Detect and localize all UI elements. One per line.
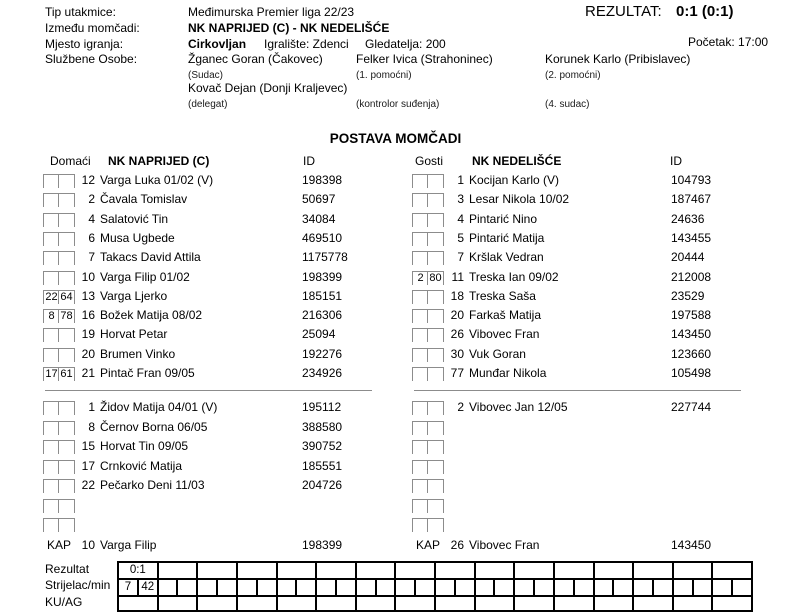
pitch-name: Igralište: Zdenci xyxy=(264,37,349,51)
sub-player-box: 8 xyxy=(43,309,59,323)
player-row xyxy=(412,476,784,495)
player-row xyxy=(412,418,784,437)
match-type-value: Međimurska Premier liga 22/23 xyxy=(188,5,355,19)
official-referee-role: (Sudac) xyxy=(188,70,224,81)
player-name: Pintač Fran 09/05 xyxy=(100,366,195,380)
sub-minute-box: 78 xyxy=(58,309,75,323)
sub-player-box xyxy=(412,328,428,342)
player-id: 23529 xyxy=(671,288,705,303)
grid-cell xyxy=(713,580,733,595)
player-row xyxy=(412,248,784,267)
player-row xyxy=(43,476,415,495)
player-row xyxy=(412,364,784,383)
player-number: 1 xyxy=(457,173,464,187)
sub-player-box xyxy=(412,401,428,415)
player-row xyxy=(43,496,415,515)
player-row xyxy=(43,325,415,344)
grid-cell xyxy=(595,580,615,595)
player-name: Čavala Tomislav xyxy=(100,192,188,207)
grid-cell: 0:1 xyxy=(119,563,159,578)
grid-cell xyxy=(317,563,357,578)
away-id-header: ID xyxy=(670,154,682,168)
player-number: 22 xyxy=(81,478,95,492)
grid-cell xyxy=(535,580,555,595)
player-number: 4 xyxy=(457,211,464,226)
grid-kuag-row xyxy=(119,597,751,610)
player-id: 185551 xyxy=(302,458,343,473)
player-row xyxy=(43,398,415,417)
venue-label: Mjesto igranja: xyxy=(45,37,124,51)
official-referee-name: Žganec Goran (Čakovec) xyxy=(188,52,323,66)
home-captain-row xyxy=(43,536,415,555)
player-name: Vibovec Jan 12/05 xyxy=(469,400,568,414)
grid-cell xyxy=(555,563,595,578)
sub-player-box xyxy=(412,440,428,454)
sub-player-box xyxy=(412,193,428,207)
grid-cell xyxy=(357,563,397,578)
grid-cell xyxy=(614,580,634,595)
player-name: Varga Luka 01/02 (V) xyxy=(100,173,214,187)
grid-cell xyxy=(634,563,674,578)
grid-cell xyxy=(297,580,317,595)
player-id: 25094 xyxy=(302,327,336,342)
grid-cell xyxy=(634,597,674,610)
player-row xyxy=(412,345,784,364)
player-name: Kršlak Vedran xyxy=(469,250,544,265)
player-number: 20 xyxy=(81,346,95,361)
player-id: 469510 xyxy=(302,230,343,245)
player-row xyxy=(43,437,415,456)
player-number: 16 xyxy=(81,308,95,323)
player-name: Brumen Vinko xyxy=(100,346,176,361)
player-name: Vibovec Fran xyxy=(469,327,540,342)
sub-player-box xyxy=(43,460,59,474)
away-captain-id: 143450 xyxy=(671,538,712,552)
player-row xyxy=(412,515,784,534)
official-controller-role: (kontrolor suđenja) xyxy=(356,99,440,110)
grid-cell xyxy=(159,563,199,578)
player-row xyxy=(43,306,415,325)
away-starters-list xyxy=(412,171,784,401)
sub-player-box: 2 xyxy=(412,271,428,285)
player-row xyxy=(43,345,415,364)
grid-cell xyxy=(694,580,714,595)
player-name: Pintarić Nino xyxy=(469,211,538,226)
grid-cell xyxy=(178,580,198,595)
player-id: 234926 xyxy=(302,366,343,380)
player-row xyxy=(43,229,415,248)
grid-cell xyxy=(555,580,575,595)
grid-cell xyxy=(396,580,416,595)
player-name: Salatović Tin xyxy=(100,211,169,226)
grid-cell xyxy=(674,580,694,595)
player-row xyxy=(43,364,415,383)
player-row xyxy=(412,398,784,417)
sub-player-box xyxy=(43,271,59,285)
player-number: 7 xyxy=(457,250,464,265)
player-id: 24636 xyxy=(671,211,705,226)
player-number: 26 xyxy=(450,327,464,342)
player-id: 216306 xyxy=(302,308,343,323)
home-side-label: Domaći xyxy=(50,154,91,168)
sub-player-box xyxy=(412,174,428,188)
player-id: 204726 xyxy=(302,478,343,492)
player-name: Vuk Goran xyxy=(469,346,526,361)
player-id: 34084 xyxy=(302,211,336,226)
home-captain-id: 198399 xyxy=(302,538,343,552)
player-number: 21 xyxy=(81,366,95,380)
grid-cell xyxy=(436,563,476,578)
away-subs-list xyxy=(412,398,784,538)
player-id: 143455 xyxy=(671,230,712,245)
grid-cell xyxy=(198,580,218,595)
home-captain-name: Varga Filip xyxy=(100,538,157,552)
home-kap-label: KAP xyxy=(47,538,72,552)
grid-cell xyxy=(159,580,179,595)
player-name: Takacs David Attila xyxy=(100,250,201,265)
sub-player-box xyxy=(412,213,428,227)
sub-player-box xyxy=(43,251,59,265)
player-name: Varga Filip 01/02 xyxy=(100,269,190,284)
player-id: 20444 xyxy=(671,250,705,265)
player-id: 187467 xyxy=(671,192,712,207)
player-name: Pintarić Matija xyxy=(469,230,545,245)
sub-player-box xyxy=(43,174,59,188)
player-id: 185151 xyxy=(302,288,343,303)
away-kap-label: KAP xyxy=(416,538,441,552)
grid-cell xyxy=(674,597,714,610)
sub-player-box xyxy=(43,232,59,246)
player-row xyxy=(412,437,784,456)
player-id: 227744 xyxy=(671,400,712,414)
grid-cell xyxy=(278,580,298,595)
home-captain-number: 10 xyxy=(81,538,95,552)
player-id: 198398 xyxy=(302,173,343,187)
sub-player-box xyxy=(43,440,59,454)
grid-cell xyxy=(595,563,635,578)
home-starters-list xyxy=(43,171,415,401)
home-subs-list xyxy=(43,398,415,538)
grid-cell xyxy=(278,563,318,578)
sub-minute-box xyxy=(427,440,444,454)
player-number: 8 xyxy=(88,419,95,434)
lineup-title: POSTAVA MOMČADI xyxy=(329,131,462,146)
official-fourth-role: (4. sudac) xyxy=(545,99,590,110)
player-number: 6 xyxy=(88,230,95,245)
grid-cell xyxy=(238,580,258,595)
sub-player-box xyxy=(43,348,59,362)
player-row xyxy=(412,306,784,325)
sub-player-box xyxy=(43,518,59,532)
grid-cell xyxy=(357,597,397,610)
player-number: 1 xyxy=(88,400,95,414)
player-row xyxy=(43,248,415,267)
grid-scorer-row-label: Strijelac/min xyxy=(45,578,111,592)
player-name: Farkaš Matija xyxy=(469,308,542,323)
grid-cell xyxy=(198,597,238,610)
sub-minute-box: 80 xyxy=(427,271,444,285)
player-row xyxy=(412,190,784,209)
grid-cell xyxy=(515,563,555,578)
sub-player-box xyxy=(412,232,428,246)
player-name: Treska Ian 09/02 xyxy=(469,269,559,284)
sub-minute-box xyxy=(427,499,444,513)
player-number: 17 xyxy=(81,458,95,473)
grid-cell xyxy=(278,597,318,610)
player-name: Černov Borna 06/05 xyxy=(100,419,208,434)
officials-label: Službene Osobe: xyxy=(45,52,138,66)
player-id: 197588 xyxy=(671,308,712,323)
player-name: Židov Matija 04/01 (V) xyxy=(100,400,218,414)
player-row xyxy=(412,496,784,515)
grid-cell xyxy=(396,563,436,578)
player-name: Varga Ljerko xyxy=(100,288,168,303)
sub-player-box xyxy=(412,348,428,362)
player-row xyxy=(43,268,415,287)
player-name: Crnković Matija xyxy=(100,458,183,473)
grid-cell xyxy=(337,580,357,595)
player-id: 390752 xyxy=(302,439,343,453)
grid-cell xyxy=(674,563,714,578)
grid-cell xyxy=(119,597,159,610)
grid-cell xyxy=(317,580,337,595)
sub-player-box xyxy=(412,460,428,474)
player-name: Munđar Nikola xyxy=(469,366,547,380)
player-id: 123660 xyxy=(671,346,712,361)
grid-cell: 42 xyxy=(139,580,159,595)
player-number: 10 xyxy=(81,269,95,284)
score-grid xyxy=(117,561,753,612)
player-number: 20 xyxy=(450,308,464,323)
grid-cell xyxy=(654,580,674,595)
official-delegate-name: Kovač Dejan (Donji Kraljevec) xyxy=(188,81,348,95)
player-row xyxy=(412,268,784,287)
sub-player-box xyxy=(412,479,428,493)
grid-cell xyxy=(595,597,635,610)
kickoff-time: Početak: 17:00 xyxy=(688,35,769,49)
player-number: 13 xyxy=(81,288,95,303)
match-type-label: Tip utakmice: xyxy=(45,5,116,19)
grid-scorer-row xyxy=(119,580,751,597)
player-number: 7 xyxy=(88,250,95,265)
grid-cell xyxy=(733,580,751,595)
player-id: 212008 xyxy=(671,269,712,284)
player-id: 105498 xyxy=(671,366,712,380)
away-side-label: Gosti xyxy=(415,154,444,168)
player-number: 19 xyxy=(81,327,95,342)
sub-player-box: 17 xyxy=(43,367,59,381)
player-row xyxy=(412,210,784,229)
player-row xyxy=(43,457,415,476)
player-id: 143450 xyxy=(671,327,712,342)
player-row xyxy=(43,515,415,534)
sub-minute-box xyxy=(427,421,444,435)
player-row xyxy=(412,457,784,476)
home-id-header: ID xyxy=(303,154,315,168)
player-number: 15 xyxy=(81,439,95,453)
sub-player-box xyxy=(43,213,59,227)
sub-player-box xyxy=(412,518,428,532)
sub-player-box xyxy=(43,193,59,207)
attendance: Gledatelja: 200 xyxy=(365,37,446,51)
player-id: 50697 xyxy=(302,192,336,207)
player-number: 2 xyxy=(88,192,95,207)
sub-player-box xyxy=(412,290,428,304)
player-id: 192276 xyxy=(302,346,343,361)
grid-cell xyxy=(317,597,357,610)
player-number: 30 xyxy=(450,346,464,361)
sub-player-box xyxy=(412,251,428,265)
player-name: Kocijan Karlo (V) xyxy=(469,173,560,187)
official-assistant2-name: Korunek Karlo (Pribislavec) xyxy=(545,52,691,66)
sub-player-box xyxy=(43,328,59,342)
player-name: Lesar Nikola 10/02 xyxy=(469,192,570,207)
player-row xyxy=(412,325,784,344)
grid-kuag-row-label: KU/AG xyxy=(45,595,83,609)
between-teams-value: NK NAPRIJED (C) - NK NEDELIŠĆE xyxy=(188,21,390,35)
sub-player-box xyxy=(43,479,59,493)
grid-cell xyxy=(476,563,516,578)
grid-cell: 7 xyxy=(119,580,139,595)
player-row xyxy=(412,287,784,306)
grid-cell xyxy=(634,580,654,595)
grid-cell xyxy=(357,580,377,595)
player-id: 388580 xyxy=(302,419,343,434)
grid-cell xyxy=(436,580,456,595)
home-team-name: NK NAPRIJED (C) xyxy=(108,154,210,168)
sub-minute-box: 61 xyxy=(58,367,75,381)
result-value: 0:1 (0:1) xyxy=(676,3,734,20)
official-assistant1-name: Felker Ivica (Strahoninec) xyxy=(356,52,493,66)
player-row xyxy=(43,190,415,209)
grid-cell xyxy=(238,563,278,578)
official-delegate-role: (delegat) xyxy=(188,99,228,110)
away-captain-name: Vibovec Fran xyxy=(469,538,540,552)
sub-minute-box xyxy=(58,499,75,513)
player-name: Pečarko Deni 11/03 xyxy=(100,478,205,492)
player-number: 18 xyxy=(450,288,464,303)
grid-cell xyxy=(456,580,476,595)
player-number: 2 xyxy=(457,400,464,414)
grid-cell xyxy=(515,580,535,595)
official-assistant2-role: (2. pomoćni) xyxy=(545,70,601,81)
sub-minute-box xyxy=(427,479,444,493)
grid-cell xyxy=(416,580,436,595)
player-number: 12 xyxy=(81,173,95,187)
player-name: Horvat Tin 09/05 xyxy=(100,439,189,453)
grid-cell xyxy=(258,580,278,595)
player-number: 77 xyxy=(450,366,464,380)
sub-minute-box: 64 xyxy=(58,290,75,304)
player-row xyxy=(43,287,415,306)
sub-player-box: 22 xyxy=(43,290,59,304)
player-name: Božek Matija 08/02 xyxy=(100,308,203,323)
player-number: 4 xyxy=(88,211,95,226)
player-row xyxy=(43,171,415,190)
player-row xyxy=(412,229,784,248)
grid-cell xyxy=(436,597,476,610)
player-name: Horvat Petar xyxy=(100,327,168,342)
between-teams-label: Između momčadi: xyxy=(45,21,140,35)
grid-cell xyxy=(555,597,595,610)
sub-player-box xyxy=(412,367,428,381)
player-name: Treska Saša xyxy=(469,288,536,303)
grid-cell xyxy=(515,597,555,610)
sub-player-box xyxy=(43,421,59,435)
sub-player-box xyxy=(412,421,428,435)
venue-city: Cirkovljan xyxy=(188,37,247,51)
player-id: 198399 xyxy=(302,269,343,284)
grid-cell xyxy=(159,597,199,610)
player-number: 5 xyxy=(457,230,464,245)
grid-cell xyxy=(396,597,436,610)
sub-minute-box xyxy=(427,460,444,474)
grid-result-row xyxy=(119,563,751,580)
away-team-name: NK NEDELIŠĆE xyxy=(472,154,562,168)
player-row xyxy=(43,418,415,437)
away-captain-row xyxy=(412,536,784,555)
player-id: 1175778 xyxy=(302,250,348,265)
result-label: REZULTAT: xyxy=(585,3,662,20)
sub-minute-box xyxy=(427,518,444,532)
player-number: 3 xyxy=(457,192,464,207)
grid-cell xyxy=(198,563,238,578)
grid-cell xyxy=(476,597,516,610)
grid-cell xyxy=(238,597,278,610)
home-subs-divider xyxy=(45,390,372,391)
sub-player-box xyxy=(412,499,428,513)
player-id: 195112 xyxy=(302,400,342,414)
sub-player-box xyxy=(412,309,428,323)
grid-cell xyxy=(377,580,397,595)
grid-result-row-label: Rezultat xyxy=(45,562,90,576)
away-subs-divider xyxy=(414,390,741,391)
sub-minute-box xyxy=(58,518,75,532)
away-captain-number: 26 xyxy=(450,538,464,552)
official-assistant1-role: (1. pomoćni) xyxy=(356,70,412,81)
grid-cell xyxy=(476,580,496,595)
grid-cell xyxy=(713,597,751,610)
grid-cell xyxy=(218,580,238,595)
player-name: Musa Ugbede xyxy=(100,230,175,245)
player-id: 104793 xyxy=(671,173,712,187)
sub-player-box xyxy=(43,401,59,415)
sub-player-box xyxy=(43,499,59,513)
grid-cell xyxy=(495,580,515,595)
player-row xyxy=(412,171,784,190)
grid-cell xyxy=(713,563,751,578)
player-number: 11 xyxy=(451,269,464,284)
player-row xyxy=(43,210,415,229)
grid-cell xyxy=(575,580,595,595)
